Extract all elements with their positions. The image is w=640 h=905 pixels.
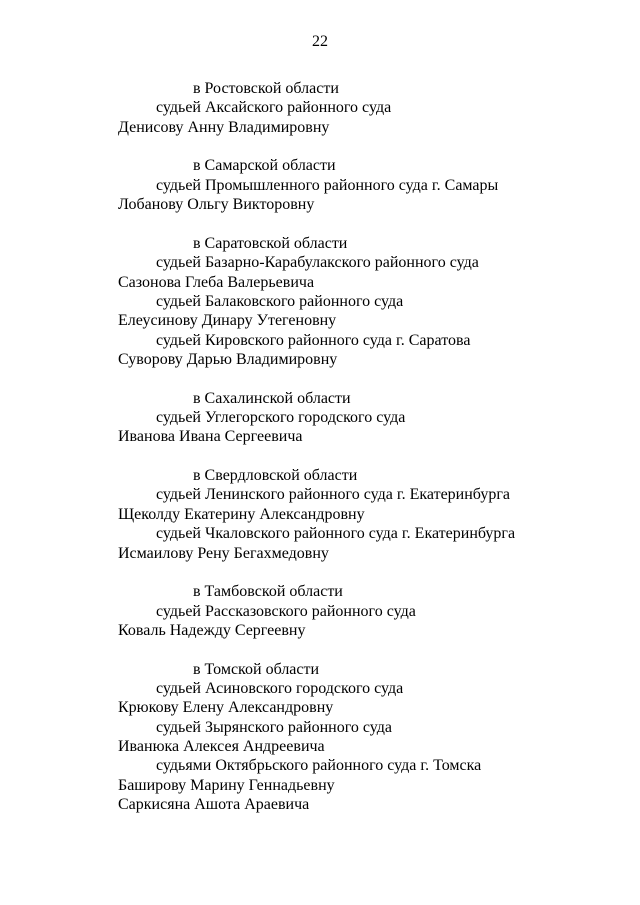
court-line: судьей Аксайского районного суда <box>156 99 392 117</box>
region-heading: в Ростовской области <box>193 80 339 97</box>
region-heading: в Свердловской области <box>193 467 358 484</box>
region-heading: в Сахалинской области <box>193 389 351 407</box>
appointment-list <box>118 79 618 815</box>
region-heading: в Томской области <box>193 660 320 678</box>
spacer <box>118 215 618 234</box>
spacer <box>118 640 618 659</box>
spacer <box>118 137 618 156</box>
judge-name: Щеколду Екатерину Александровну <box>118 505 365 523</box>
judge-name: Коваль Надежду Сергеевну <box>118 621 306 639</box>
spacer <box>118 563 618 582</box>
court-line: судьей Ленинского районного суда г. Екатеринбурга <box>156 486 510 504</box>
region-heading: в Тамбовской области <box>193 583 343 601</box>
court-line: судьями Октябрьского районного суда г. Томска <box>156 757 482 775</box>
court-line: судьей Балаковского районного суда <box>156 292 404 310</box>
court-line: судьей Чкаловского районного суда г. Екатеринбурга <box>156 525 516 543</box>
court-line: судьей Асиновского городского суда <box>156 679 404 697</box>
court-line: судьей Зырянского районного суда <box>156 718 392 736</box>
judge-name: Крюкову Елену Александровну <box>118 699 334 717</box>
region-heading: в Самарской области <box>193 157 336 175</box>
judge-name: Денисову Анну Владимировну <box>118 118 330 136</box>
judge-name: Иванова Ивана Сергеевича <box>118 428 303 446</box>
spacer <box>118 447 618 466</box>
judge-name: Суворову Дарью Владимировну <box>118 351 338 369</box>
page-number: 22 <box>312 33 328 50</box>
judge-name: Сазонова Глеба Валерьевича <box>118 273 315 291</box>
judge-name: Елеусинову Динару Утегеновну <box>118 312 337 330</box>
region-heading: в Саратовской области <box>193 234 348 252</box>
judge-name: Исмаилову Рену Бегахмедовну <box>118 544 329 562</box>
judge-name: Лобанову Ольгу Викторовну <box>118 196 315 214</box>
court-line: судьей Базарно-Карабулакского районного суда <box>156 254 479 272</box>
court-line: судьей Углегорского городского суда <box>156 409 406 427</box>
judge-name: Иванюка Алексея Андреевича <box>118 738 325 756</box>
judge-name: Саркисяна Ашота Араевича <box>118 796 310 814</box>
judge-name: Баширову Марину Геннадьевну <box>118 776 335 794</box>
spacer <box>118 369 618 388</box>
court-line: судьей Кировского районного суда г. Саратова <box>156 331 471 349</box>
court-line: судьей Рассказовского районного суда <box>156 602 416 620</box>
court-line: судьей Промышленного районного суда г. Самары <box>156 176 499 194</box>
